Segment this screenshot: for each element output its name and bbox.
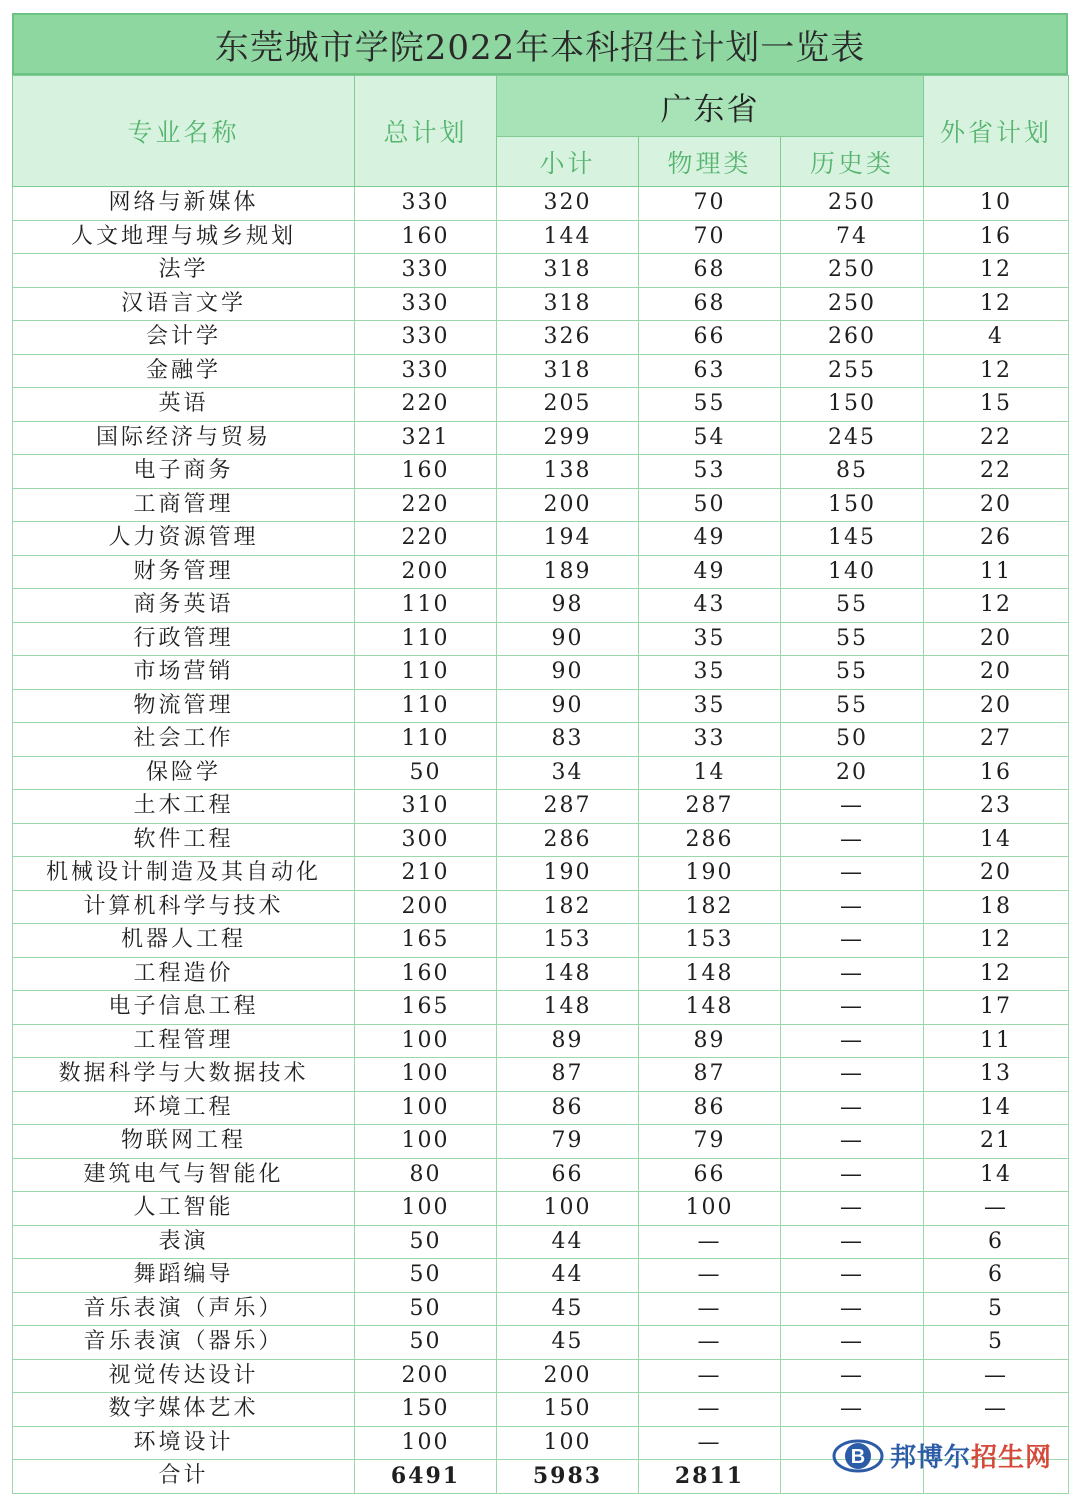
cell-total: 165 bbox=[355, 924, 497, 958]
cell-total: 220 bbox=[355, 388, 497, 422]
admission-plan-sheet bbox=[12, 13, 1068, 1494]
cell-subtotal: 190 bbox=[497, 857, 639, 891]
cell-history: — bbox=[781, 857, 924, 891]
cell-physics: 70 bbox=[639, 187, 781, 221]
cell-out-of-province: 5 bbox=[924, 1292, 1069, 1326]
cell-physics: 148 bbox=[639, 957, 781, 991]
cell-subtotal: 153 bbox=[497, 924, 639, 958]
cell-out-of-province: 15 bbox=[924, 388, 1069, 422]
cell-total: 330 bbox=[355, 254, 497, 288]
cell-subtotal: 90 bbox=[497, 656, 639, 690]
cell-out-of-province: 6 bbox=[924, 1225, 1069, 1259]
cell-total: 330 bbox=[355, 354, 497, 388]
cell-total: 160 bbox=[355, 957, 497, 991]
table-row bbox=[13, 689, 1069, 723]
cell-total: 160 bbox=[355, 455, 497, 489]
cell-history: — bbox=[781, 1158, 924, 1192]
cell-major: 国际经济与贸易 bbox=[13, 421, 355, 455]
cell-physics: 2811 bbox=[639, 1460, 781, 1494]
table-row bbox=[13, 488, 1069, 522]
watermark-text bbox=[890, 1437, 1052, 1474]
cell-major: 电子商务 bbox=[13, 455, 355, 489]
cell-major: 会计学 bbox=[13, 321, 355, 355]
cell-history: — bbox=[781, 1259, 924, 1293]
cell-physics: 79 bbox=[639, 1125, 781, 1159]
cell-out-of-province: 12 bbox=[924, 254, 1069, 288]
cell-physics: 35 bbox=[639, 689, 781, 723]
cell-major: 环境工程 bbox=[13, 1091, 355, 1125]
cell-major: 网络与新媒体 bbox=[13, 187, 355, 221]
cell-total: 330 bbox=[355, 187, 497, 221]
cell-out-of-province: 17 bbox=[924, 991, 1069, 1025]
cell-history: 250 bbox=[781, 287, 924, 321]
cell-physics: 49 bbox=[639, 555, 781, 589]
table-row bbox=[13, 1225, 1069, 1259]
cell-out-of-province: 27 bbox=[924, 723, 1069, 757]
cell-out-of-province: 4 bbox=[924, 321, 1069, 355]
cell-out-of-province: 20 bbox=[924, 622, 1069, 656]
cell-subtotal: 83 bbox=[497, 723, 639, 757]
cell-out-of-province: 18 bbox=[924, 890, 1069, 924]
cell-major: 合计 bbox=[13, 1460, 355, 1494]
cell-major: 社会工作 bbox=[13, 723, 355, 757]
cell-subtotal: 194 bbox=[497, 522, 639, 556]
cell-subtotal: 45 bbox=[497, 1326, 639, 1360]
cell-total: 330 bbox=[355, 321, 497, 355]
cell-major: 人文地理与城乡规划 bbox=[13, 220, 355, 254]
table-row bbox=[13, 857, 1069, 891]
cell-subtotal: 45 bbox=[497, 1292, 639, 1326]
cell-major: 人力资源管理 bbox=[13, 522, 355, 556]
cell-out-of-province: 16 bbox=[924, 756, 1069, 790]
table-row bbox=[13, 1359, 1069, 1393]
cell-history: 74 bbox=[781, 220, 924, 254]
cell-out-of-province: 12 bbox=[924, 354, 1069, 388]
cell-subtotal: 299 bbox=[497, 421, 639, 455]
cell-physics: 86 bbox=[639, 1091, 781, 1125]
watermark-logo-icon bbox=[832, 1436, 884, 1476]
cell-physics: — bbox=[639, 1393, 781, 1427]
table-row bbox=[13, 656, 1069, 690]
cell-total: 100 bbox=[355, 1192, 497, 1226]
cell-history: — bbox=[781, 1091, 924, 1125]
cell-total: 100 bbox=[355, 1058, 497, 1092]
cell-history: — bbox=[781, 1359, 924, 1393]
table-row bbox=[13, 354, 1069, 388]
cell-physics: 49 bbox=[639, 522, 781, 556]
table-row bbox=[13, 723, 1069, 757]
table-row bbox=[13, 1158, 1069, 1192]
cell-subtotal: 90 bbox=[497, 622, 639, 656]
cell-physics: 35 bbox=[639, 622, 781, 656]
cell-history: 250 bbox=[781, 254, 924, 288]
cell-physics: 70 bbox=[639, 220, 781, 254]
cell-out-of-province: 5 bbox=[924, 1326, 1069, 1360]
cell-major: 物流管理 bbox=[13, 689, 355, 723]
header-physics: 物理类 bbox=[639, 137, 781, 187]
cell-total: 100 bbox=[355, 1024, 497, 1058]
cell-history: — bbox=[781, 890, 924, 924]
cell-subtotal: 205 bbox=[497, 388, 639, 422]
table-row bbox=[13, 589, 1069, 623]
cell-history: — bbox=[781, 957, 924, 991]
cell-history: — bbox=[781, 1192, 924, 1226]
cell-out-of-province: 14 bbox=[924, 1091, 1069, 1125]
cell-out-of-province: — bbox=[924, 1393, 1069, 1427]
cell-total: 110 bbox=[355, 689, 497, 723]
table-row bbox=[13, 187, 1069, 221]
cell-history: — bbox=[781, 1024, 924, 1058]
cell-major: 音乐表演（声乐） bbox=[13, 1292, 355, 1326]
cell-out-of-province: 14 bbox=[924, 823, 1069, 857]
table-row bbox=[13, 1292, 1069, 1326]
cell-physics: 35 bbox=[639, 656, 781, 690]
cell-subtotal: 34 bbox=[497, 756, 639, 790]
cell-major: 商务英语 bbox=[13, 589, 355, 623]
table-row bbox=[13, 1091, 1069, 1125]
cell-major: 工程造价 bbox=[13, 957, 355, 991]
table-row bbox=[13, 522, 1069, 556]
cell-history: 145 bbox=[781, 522, 924, 556]
cell-major: 舞蹈编导 bbox=[13, 1259, 355, 1293]
cell-total: 200 bbox=[355, 555, 497, 589]
cell-subtotal: 79 bbox=[497, 1125, 639, 1159]
cell-history: 255 bbox=[781, 354, 924, 388]
cell-physics: 148 bbox=[639, 991, 781, 1025]
cell-physics: 54 bbox=[639, 421, 781, 455]
table-row bbox=[13, 455, 1069, 489]
header-province: 广东省 bbox=[497, 76, 924, 137]
cell-total: 300 bbox=[355, 823, 497, 857]
cell-subtotal: 150 bbox=[497, 1393, 639, 1427]
table-row bbox=[13, 957, 1069, 991]
cell-total: 210 bbox=[355, 857, 497, 891]
cell-total: 80 bbox=[355, 1158, 497, 1192]
cell-physics: 287 bbox=[639, 790, 781, 824]
cell-out-of-province: 12 bbox=[924, 957, 1069, 991]
table-row bbox=[13, 790, 1069, 824]
cell-total: 100 bbox=[355, 1091, 497, 1125]
cell-physics: 66 bbox=[639, 1158, 781, 1192]
cell-out-of-province: — bbox=[924, 1192, 1069, 1226]
table-row bbox=[13, 756, 1069, 790]
cell-subtotal: 189 bbox=[497, 555, 639, 589]
cell-total: 50 bbox=[355, 1259, 497, 1293]
cell-out-of-province: 22 bbox=[924, 421, 1069, 455]
cell-history: — bbox=[781, 1326, 924, 1360]
cell-subtotal: 98 bbox=[497, 589, 639, 623]
cell-major: 市场营销 bbox=[13, 656, 355, 690]
cell-out-of-province: 6 bbox=[924, 1259, 1069, 1293]
cell-history: — bbox=[781, 790, 924, 824]
table-row bbox=[13, 823, 1069, 857]
cell-major: 软件工程 bbox=[13, 823, 355, 857]
watermark-text-a: 邦博尔 bbox=[889, 1443, 971, 1473]
cell-history: 20 bbox=[781, 756, 924, 790]
cell-physics: — bbox=[639, 1359, 781, 1393]
cell-out-of-province: 10 bbox=[924, 187, 1069, 221]
cell-out-of-province: 20 bbox=[924, 689, 1069, 723]
cell-subtotal: 44 bbox=[497, 1259, 639, 1293]
cell-history: — bbox=[781, 1292, 924, 1326]
cell-physics: 63 bbox=[639, 354, 781, 388]
table-row bbox=[13, 1326, 1069, 1360]
cell-subtotal: 5983 bbox=[497, 1460, 639, 1494]
table-row bbox=[13, 1393, 1069, 1427]
cell-total: 50 bbox=[355, 756, 497, 790]
cell-history: 250 bbox=[781, 187, 924, 221]
cell-history: 55 bbox=[781, 689, 924, 723]
cell-history: 50 bbox=[781, 723, 924, 757]
cell-major: 建筑电气与智能化 bbox=[13, 1158, 355, 1192]
cell-out-of-province: 11 bbox=[924, 555, 1069, 589]
cell-physics: 50 bbox=[639, 488, 781, 522]
cell-total: 110 bbox=[355, 656, 497, 690]
cell-physics: 68 bbox=[639, 287, 781, 321]
cell-out-of-province: 22 bbox=[924, 455, 1069, 489]
cell-physics: 87 bbox=[639, 1058, 781, 1092]
cell-out-of-province: 26 bbox=[924, 522, 1069, 556]
cell-history: — bbox=[781, 1125, 924, 1159]
cell-total: 6491 bbox=[355, 1460, 497, 1494]
cell-major: 英语 bbox=[13, 388, 355, 422]
cell-out-of-province: 11 bbox=[924, 1024, 1069, 1058]
cell-physics: — bbox=[639, 1225, 781, 1259]
cell-physics: 55 bbox=[639, 388, 781, 422]
cell-total: 160 bbox=[355, 220, 497, 254]
cell-subtotal: 148 bbox=[497, 991, 639, 1025]
cell-history: 150 bbox=[781, 488, 924, 522]
cell-history: 140 bbox=[781, 555, 924, 589]
cell-physics: 68 bbox=[639, 254, 781, 288]
cell-total: 200 bbox=[355, 1359, 497, 1393]
cell-history: 150 bbox=[781, 388, 924, 422]
cell-physics: — bbox=[639, 1426, 781, 1460]
cell-subtotal: 320 bbox=[497, 187, 639, 221]
cell-physics: 153 bbox=[639, 924, 781, 958]
table-row bbox=[13, 1125, 1069, 1159]
cell-total: 100 bbox=[355, 1125, 497, 1159]
cell-physics: 66 bbox=[639, 321, 781, 355]
cell-subtotal: 326 bbox=[497, 321, 639, 355]
table-title: 东莞城市学院2022年本科招生计划一览表 bbox=[12, 13, 1068, 75]
cell-physics: 53 bbox=[639, 455, 781, 489]
header-major: 专业名称 bbox=[13, 76, 355, 187]
cell-subtotal: 318 bbox=[497, 354, 639, 388]
table-row bbox=[13, 220, 1069, 254]
cell-out-of-province: 16 bbox=[924, 220, 1069, 254]
table-row bbox=[13, 890, 1069, 924]
cell-total: 220 bbox=[355, 488, 497, 522]
cell-major: 财务管理 bbox=[13, 555, 355, 589]
cell-total: 321 bbox=[355, 421, 497, 455]
watermark bbox=[832, 1436, 1052, 1476]
cell-major: 人工智能 bbox=[13, 1192, 355, 1226]
cell-physics: 286 bbox=[639, 823, 781, 857]
cell-major: 物联网工程 bbox=[13, 1125, 355, 1159]
cell-physics: — bbox=[639, 1326, 781, 1360]
cell-subtotal: 286 bbox=[497, 823, 639, 857]
cell-out-of-province: 20 bbox=[924, 857, 1069, 891]
cell-total: 110 bbox=[355, 723, 497, 757]
cell-out-of-province: 20 bbox=[924, 656, 1069, 690]
cell-subtotal: 86 bbox=[497, 1091, 639, 1125]
cell-subtotal: 66 bbox=[497, 1158, 639, 1192]
cell-subtotal: 144 bbox=[497, 220, 639, 254]
cell-subtotal: 200 bbox=[497, 488, 639, 522]
cell-subtotal: 138 bbox=[497, 455, 639, 489]
cell-history: — bbox=[781, 1058, 924, 1092]
cell-major: 汉语言文学 bbox=[13, 287, 355, 321]
cell-major: 视觉传达设计 bbox=[13, 1359, 355, 1393]
cell-subtotal: 89 bbox=[497, 1024, 639, 1058]
cell-out-of-province: 12 bbox=[924, 589, 1069, 623]
cell-physics: — bbox=[639, 1292, 781, 1326]
cell-out-of-province: 13 bbox=[924, 1058, 1069, 1092]
cell-out-of-province: 21 bbox=[924, 1125, 1069, 1159]
table-row bbox=[13, 254, 1069, 288]
admission-plan-table bbox=[12, 75, 1069, 1494]
header-out-of-province: 外省计划 bbox=[924, 76, 1069, 187]
cell-subtotal: 318 bbox=[497, 254, 639, 288]
cell-history: 55 bbox=[781, 622, 924, 656]
cell-history: 85 bbox=[781, 455, 924, 489]
cell-total: 330 bbox=[355, 287, 497, 321]
cell-total: 110 bbox=[355, 589, 497, 623]
cell-physics: 190 bbox=[639, 857, 781, 891]
table-row bbox=[13, 388, 1069, 422]
cell-out-of-province: — bbox=[924, 1359, 1069, 1393]
table-row bbox=[13, 1024, 1069, 1058]
cell-total: 200 bbox=[355, 890, 497, 924]
cell-subtotal: 87 bbox=[497, 1058, 639, 1092]
cell-history: — bbox=[781, 1225, 924, 1259]
cell-major: 数字媒体艺术 bbox=[13, 1393, 355, 1427]
cell-major: 机械设计制造及其自动化 bbox=[13, 857, 355, 891]
cell-history: 55 bbox=[781, 589, 924, 623]
cell-major: 音乐表演（器乐） bbox=[13, 1326, 355, 1360]
cell-subtotal: 287 bbox=[497, 790, 639, 824]
cell-major: 环境设计 bbox=[13, 1426, 355, 1460]
cell-major: 土木工程 bbox=[13, 790, 355, 824]
cell-total: 150 bbox=[355, 1393, 497, 1427]
table-row bbox=[13, 622, 1069, 656]
cell-major: 数据科学与大数据技术 bbox=[13, 1058, 355, 1092]
watermark-logo-letter: B bbox=[850, 1445, 866, 1468]
cell-major: 工商管理 bbox=[13, 488, 355, 522]
table-row bbox=[13, 924, 1069, 958]
cell-history: — bbox=[781, 823, 924, 857]
cell-physics: 182 bbox=[639, 890, 781, 924]
cell-physics: 89 bbox=[639, 1024, 781, 1058]
cell-total: 220 bbox=[355, 522, 497, 556]
cell-major: 法学 bbox=[13, 254, 355, 288]
cell-major: 金融学 bbox=[13, 354, 355, 388]
cell-history: 260 bbox=[781, 321, 924, 355]
cell-major: 计算机科学与技术 bbox=[13, 890, 355, 924]
table-row bbox=[13, 1192, 1069, 1226]
table-row bbox=[13, 1259, 1069, 1293]
table-body bbox=[13, 187, 1069, 1494]
cell-major: 表演 bbox=[13, 1225, 355, 1259]
cell-total: 50 bbox=[355, 1292, 497, 1326]
cell-subtotal: 90 bbox=[497, 689, 639, 723]
cell-physics: 33 bbox=[639, 723, 781, 757]
cell-subtotal: 100 bbox=[497, 1192, 639, 1226]
cell-out-of-province: 23 bbox=[924, 790, 1069, 824]
table-row bbox=[13, 991, 1069, 1025]
cell-subtotal: 148 bbox=[497, 957, 639, 991]
cell-out-of-province: 14 bbox=[924, 1158, 1069, 1192]
cell-major: 机器人工程 bbox=[13, 924, 355, 958]
cell-history: 245 bbox=[781, 421, 924, 455]
cell-history: — bbox=[781, 1393, 924, 1427]
cell-subtotal: 44 bbox=[497, 1225, 639, 1259]
cell-out-of-province: 12 bbox=[924, 287, 1069, 321]
cell-subtotal: 100 bbox=[497, 1426, 639, 1460]
table-row bbox=[13, 287, 1069, 321]
cell-total: 100 bbox=[355, 1426, 497, 1460]
header-subtotal: 小计 bbox=[497, 137, 639, 187]
cell-out-of-province: 20 bbox=[924, 488, 1069, 522]
cell-subtotal: 200 bbox=[497, 1359, 639, 1393]
cell-out-of-province: 12 bbox=[924, 924, 1069, 958]
cell-history: 55 bbox=[781, 656, 924, 690]
cell-major: 工程管理 bbox=[13, 1024, 355, 1058]
cell-total: 165 bbox=[355, 991, 497, 1025]
cell-physics: 43 bbox=[639, 589, 781, 623]
cell-major: 保险学 bbox=[13, 756, 355, 790]
cell-major: 行政管理 bbox=[13, 622, 355, 656]
cell-history: — bbox=[781, 991, 924, 1025]
cell-history: — bbox=[781, 924, 924, 958]
table-row bbox=[13, 321, 1069, 355]
cell-subtotal: 182 bbox=[497, 890, 639, 924]
cell-total: 50 bbox=[355, 1326, 497, 1360]
cell-physics: 14 bbox=[639, 756, 781, 790]
cell-physics: 100 bbox=[639, 1192, 781, 1226]
table-row bbox=[13, 555, 1069, 589]
header-history: 历史类 bbox=[781, 137, 924, 187]
table-row bbox=[13, 421, 1069, 455]
table-row bbox=[13, 1058, 1069, 1092]
header-total: 总计划 bbox=[355, 76, 497, 187]
cell-total: 110 bbox=[355, 622, 497, 656]
cell-major: 电子信息工程 bbox=[13, 991, 355, 1025]
cell-total: 310 bbox=[355, 790, 497, 824]
cell-physics: — bbox=[639, 1259, 781, 1293]
watermark-text-b: 招生网 bbox=[970, 1443, 1052, 1473]
cell-total: 50 bbox=[355, 1225, 497, 1259]
cell-subtotal: 318 bbox=[497, 287, 639, 321]
